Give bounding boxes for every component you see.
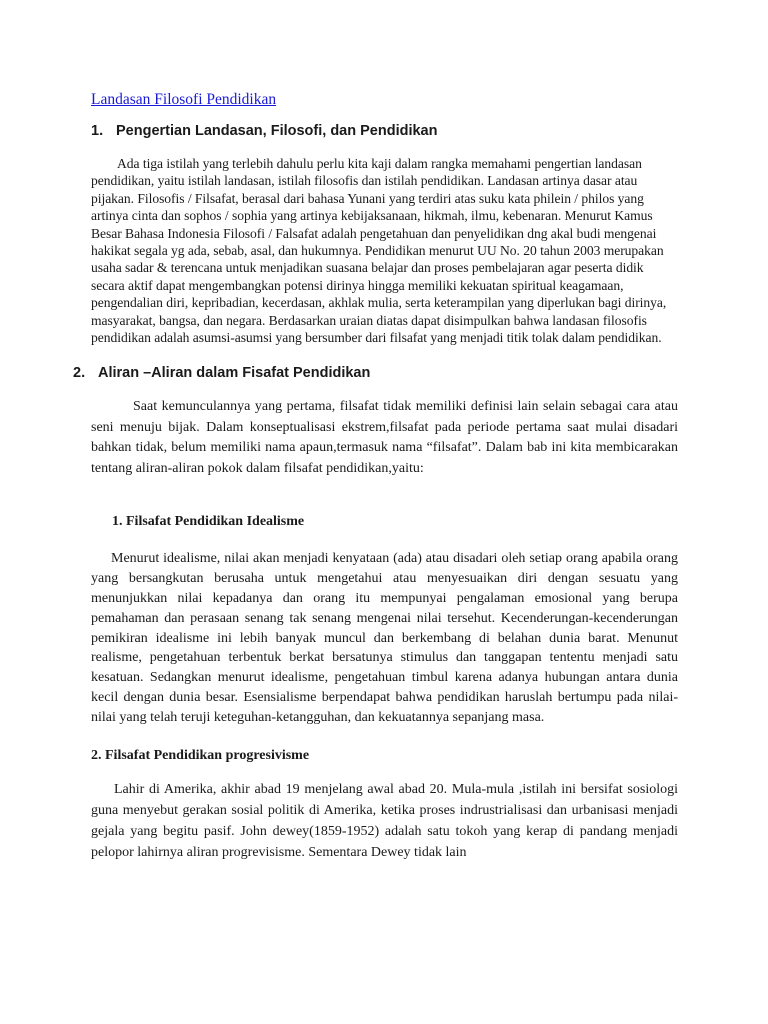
section-1-title: Pengertian Landasan, Filosofi, dan Pendidikan	[116, 123, 438, 139]
section-2-title: Aliran –Aliran dalam Fisafat Pendidikan	[98, 365, 371, 382]
section-1-paragraph: Ada tiga istilah yang terlebih dahulu perlu kita kaji dalam rangka memahami pengertian landasan pendidikan, yaitu istilah landasan, istilah filosofis dan istilah pendidikan. Landasan artinya dasar atau pijakan. Filosofis / Filsafat, berasal dari bahasa Yunani yang terdiri atas suku kata philein / philos yang artinya cinta dan sophos / sophia yang artinya kebijaksanaan, hikmah, ilmu, kebenaran. Menurut Kamus Besar Bahasa Indonesia Filosofi / Falsafat adalah pengetahuan dan penyelidikan dng akal budi mengenai hakikat segala yg ada, sebab, asal, dan hukumnya. Pendidikan menurut UU No. 20 tahun 2003 merupakan usaha sadar & terencana untuk menjadikan suasana belajar dan proses pembelajaran agar peserta didik secara aktif dapat mengembangkan potensi dirinya hingga memiliki kekuatan spiritual keagamaan, pengendalian diri, kepribadian, kecerdasan, akhlak mulia, serta keterampilan yang diperlukan bagi dirinya, masyarakat, bangsa, dan negara. Berdasarkan uraian diatas dapat disimpulkan bahwa landasan filosofis pendidikan adalah asumsi-asumsi yang bersumber dari filsafat yang menjadi titik tolak dalam pendidikan.	[91, 156, 667, 346]
subsection-1-heading: 1. Filsafat Pendidikan Idealisme	[112, 514, 305, 530]
subsection-2-paragraph: Lahir di Amerika, akhir abad 19 menjelang awal abad 20. Mula-mula ,istilah ini bersifat sosiologi guna menyebut gerakan sosial politik di Amerika, ketika proses indrustrialisasi dan urbanisasi menjadi gejala yang begitu pasif. John dewey(1859-1952) adalah satu tokoh yang kerap di pandang menjadi pelopor lahirnya aliran progrevisisme. Sementara Dewey tidak lain	[91, 781, 678, 860]
subsection-2-heading: 2. Filsafat Pendidikan progresivisme	[91, 747, 310, 763]
section-2-heading	[73, 364, 678, 382]
section-2-number: 2.	[73, 365, 86, 382]
document-title-link[interactable]: Landasan Filosofi Pendidikan	[91, 91, 277, 108]
subsection-1-paragraph: Menurut idealisme, nilai akan menjadi kenyataan (ada) atau disadari oleh setiap orang apabila orang yang bersangkutan berusaha untuk mengetahui atau menyesuaikan diri dengan sesuatu yang menunjukkan nilai kepadanya dan orang itu mempunyai pengalaman emosional yang berupa pemahaman dan perasaan senang tak senang mengenai nilai tersehut. Kecenderungan-kecenderungan pemikiran idealisme ini lebih banyak muncul dan berkembang di belahan dunia barat. Menunut realisme, pengetahuan terbentuk berkat bersatunya stimulus dan tanggapan tententu menjadi satu kesatuan. Sedangkan menurut idealisme, pengetahuan timbul karena adanya hubungan antara dunia kecil dengan dunia besar. Esensialisme berpendapat bahwa pendidikan haruslah bertumpu pada nilai- nilai yang telah teruji keteguhan-ketangguhan, dan kekuatannya sepanjang masa.	[91, 551, 678, 725]
section-1-heading	[91, 122, 678, 140]
section-1-number: 1.	[91, 123, 104, 139]
section-2-paragraph: Saat kemunculannya yang pertama, filsafat tidak memiliki definisi lain selain sebagai cara atau seni menuju bijak. Dalam konseptualisasi ekstrem,filsafat pada periode pertama saat mulai disadari bahkan tidak, belum memiliki nama apaun,termasuk nama “filsafat”. Dalam bab ini kita membicarakan tentang aliran-aliran pokok dalam filsafat pendidikan,yaitu:	[91, 399, 678, 476]
